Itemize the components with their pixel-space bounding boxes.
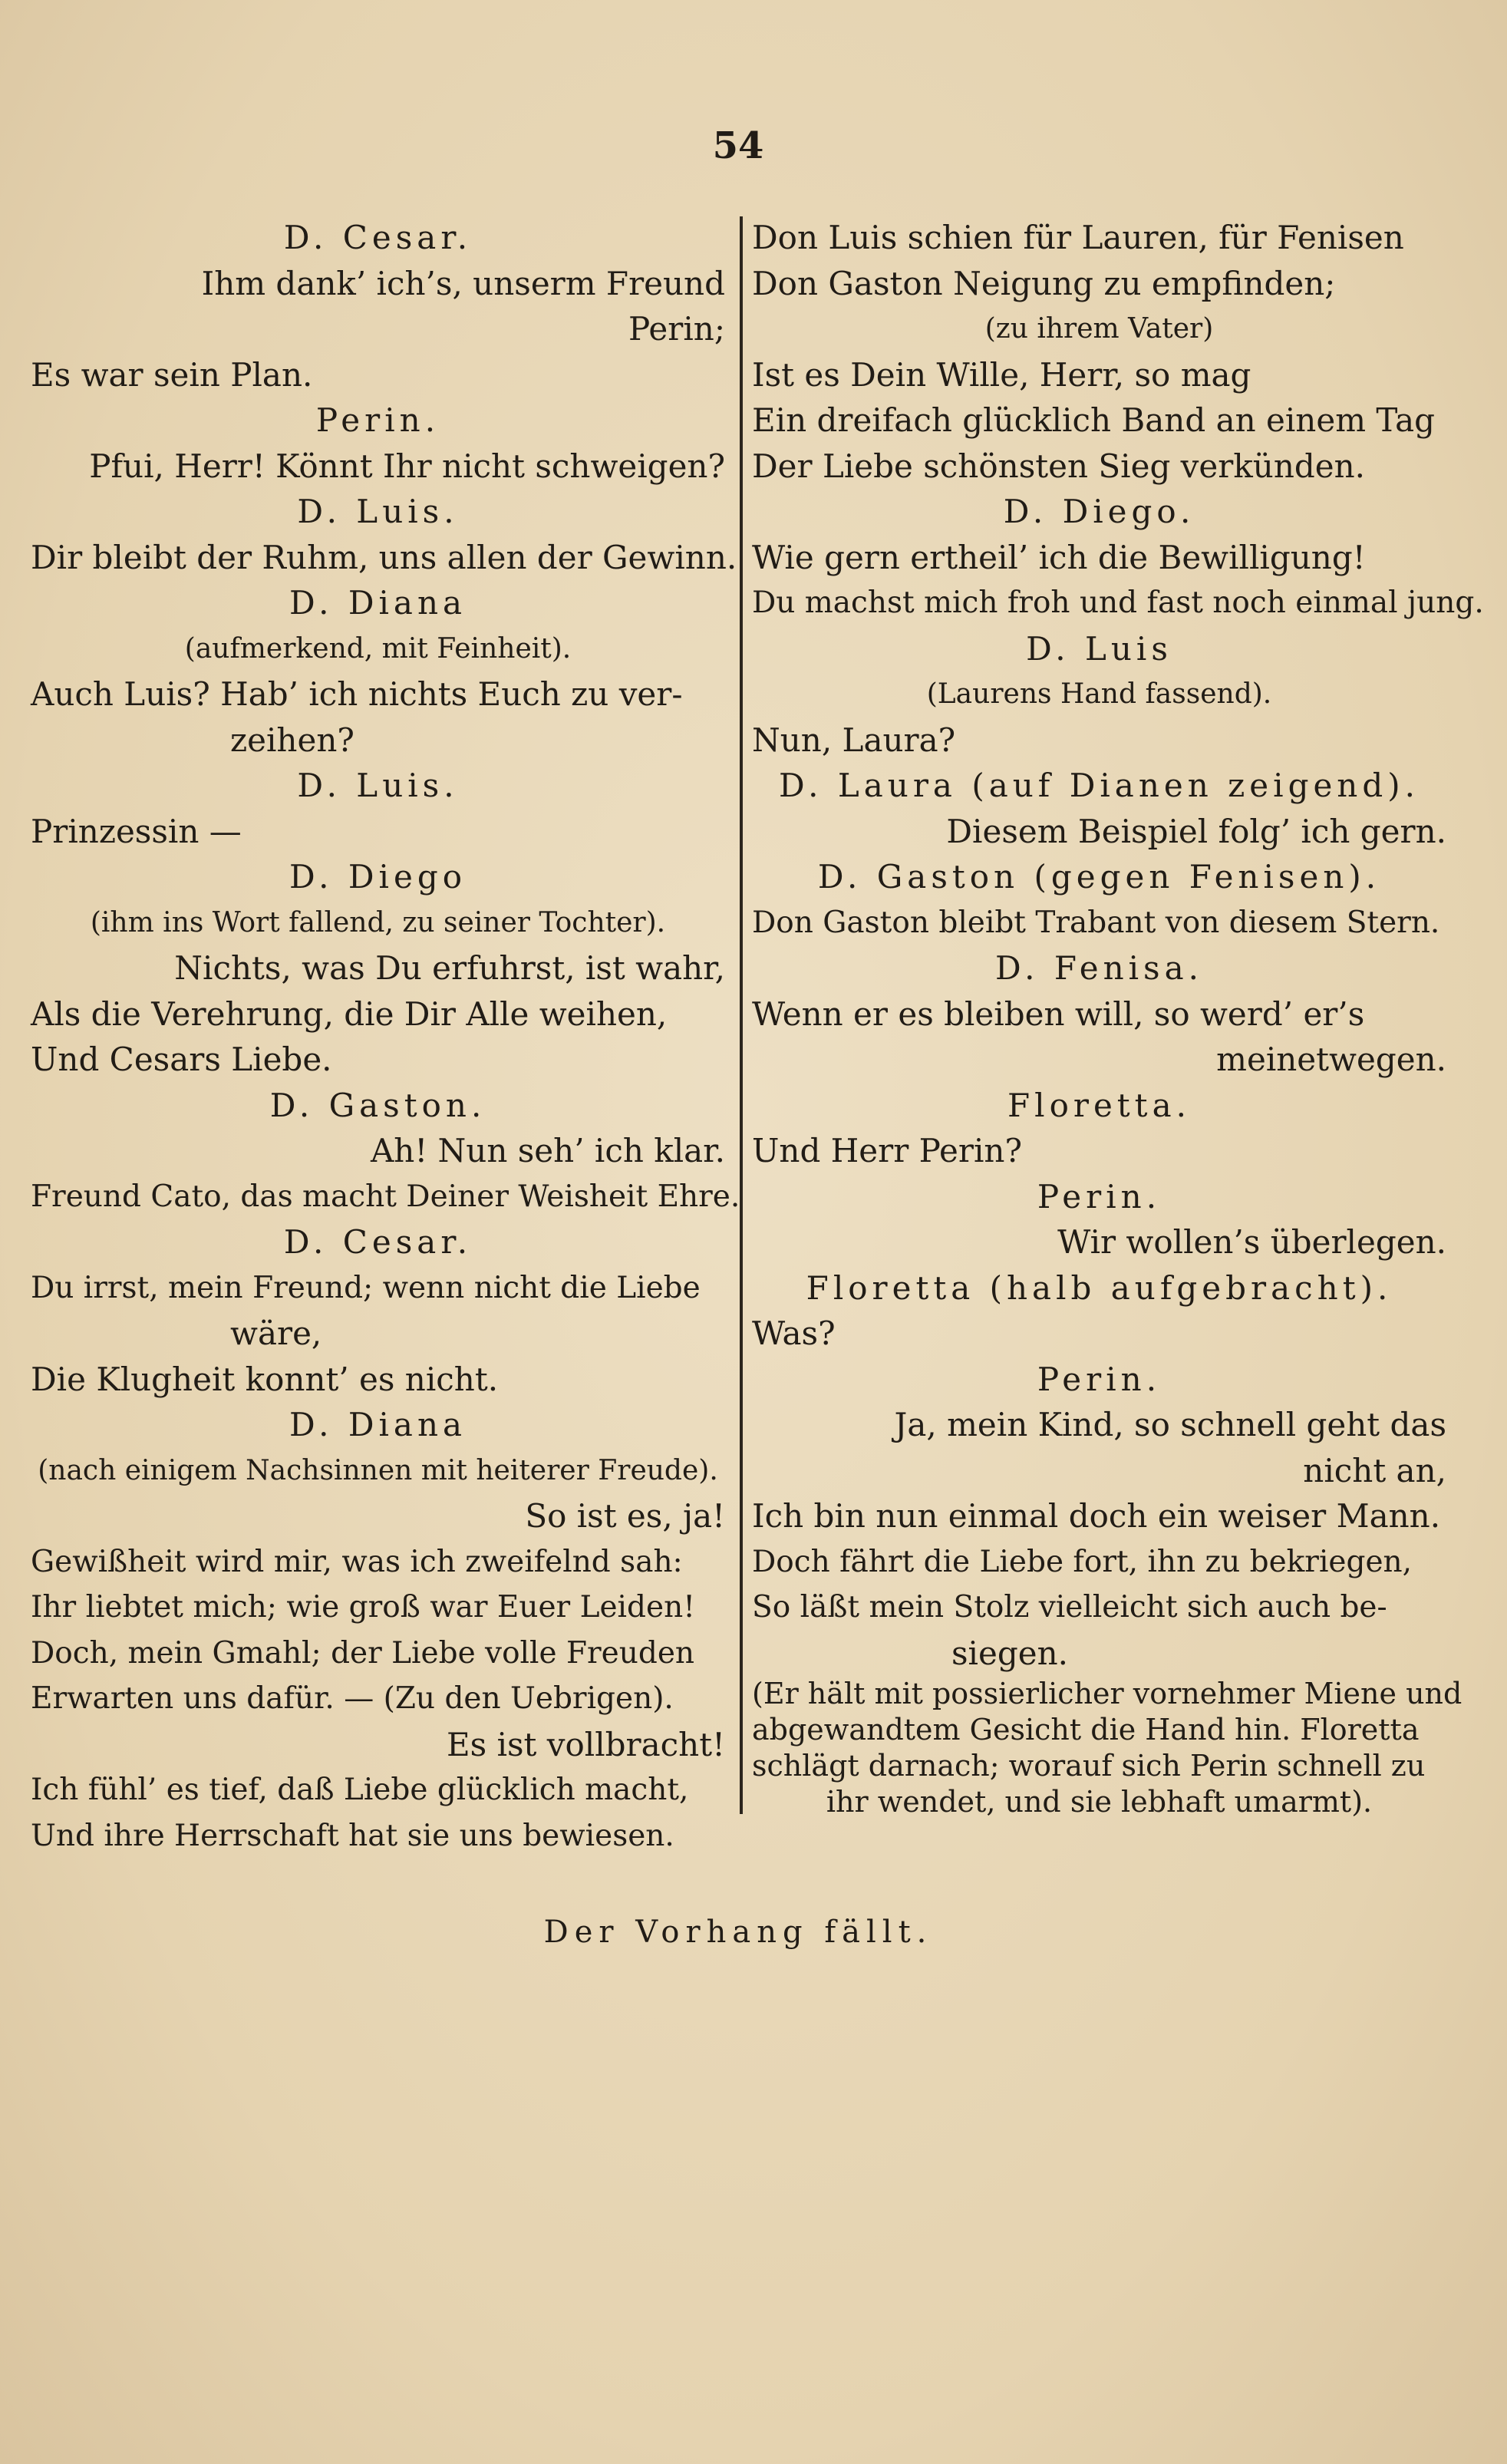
verse-line: Prinzessin — <box>31 812 242 850</box>
speaker-name: D. Luis. <box>297 767 459 804</box>
stage-direction: (Laurens Hand fassend). <box>926 678 1272 710</box>
verse-line: Nun, Laura? <box>752 721 956 759</box>
speaker-name: Perin. <box>1037 1177 1162 1216</box>
verse-line: Wenn er es bleiben will, so werd’ er’s <box>752 995 1365 1033</box>
column-divider <box>740 216 743 1814</box>
verse-line: Ihm dank’ ich’s, unserm Freund <box>201 264 725 302</box>
verse-line: Und Herr Perin? <box>752 1132 1022 1169</box>
verse-line: Und Cesars Liebe. <box>31 1041 332 1078</box>
verse-line: Ich fühl’ es tief, daß Liebe glücklich macht, <box>31 1773 689 1807</box>
verse-line: Don Gaston bleibt Trabant von diesem Stern. <box>752 905 1440 940</box>
stage-direction: (nach einigem Nachsinnen mit heiterer Freude). <box>38 1454 718 1486</box>
stage-direction: (Er hält mit possierlicher vornehmer Miene und <box>752 1677 1462 1710</box>
speaker-name: D. Cesar. <box>283 1223 473 1261</box>
right-column <box>752 215 1484 1820</box>
speaker-name: D. Diego. <box>1003 493 1195 530</box>
page-number: 54 <box>712 124 764 167</box>
stage-direction: abgewandtem Gesicht die Hand hin. Floretta <box>752 1713 1420 1747</box>
verse-line: Erwarten uns dafür. — (Zu den Uebrigen). <box>31 1681 674 1716</box>
verse-line: Auch Luis? Hab’ ich nichts Euch zu ver- <box>31 675 683 713</box>
verse-line: Ja, mein Kind, so schnell geht das <box>894 1406 1446 1443</box>
verse-line: Ah! Nun seh’ ich klar. <box>370 1132 725 1169</box>
verse-line: Doch, mein Gmahl; der Liebe volle Freuden <box>31 1635 695 1671</box>
speaker-name: D. Diana <box>289 1406 467 1443</box>
verse-line: Was? <box>752 1314 836 1352</box>
verse-line: Perin; <box>628 310 725 348</box>
speaker-name: D. Diego <box>289 858 467 896</box>
verse-line: Pfui, Herr! Könnt Ihr nicht schweigen? <box>89 447 725 485</box>
verse-line: Gewißheit wird mir, was ich zweifelnd sah: <box>31 1544 683 1579</box>
verse-line: siegen. <box>951 1634 1068 1672</box>
verse-line: Wir wollen’s überlegen. <box>1057 1223 1446 1261</box>
verse-line: nicht an, <box>1303 1451 1446 1489</box>
verse-line: Doch fährt die Liebe fort, ihn zu bekriegen, <box>752 1544 1413 1579</box>
speaker-name: D. Fenisa. <box>994 949 1203 987</box>
verse-line: Don Gaston Neigung zu empfinden; <box>752 264 1336 302</box>
verse-line: Don Luis schien für Lauren, für Fenisen <box>752 219 1404 256</box>
speaker-name: D. Luis <box>1026 629 1172 668</box>
verse-line: Der Liebe schönsten Sieg verkünden. <box>752 447 1366 485</box>
speaker-name: D. Gaston. <box>269 1086 486 1124</box>
verse-line: Ich bin nun einmal doch ein weiser Mann. <box>752 1497 1441 1535</box>
stage-direction: (zu ihrem Vater) <box>984 313 1214 345</box>
verse-line: Als die Verehrung, die Dir Alle weihen, <box>31 995 668 1033</box>
verse-line: Ist es Dein Wille, Herr, so mag <box>752 355 1251 394</box>
speaker-name: Perin. <box>315 401 440 439</box>
verse-line: Ein dreifach glücklich Band an einem Tag <box>752 401 1436 439</box>
verse-line: So läßt mein Stolz vielleicht sich auch be- <box>752 1590 1387 1625</box>
verse-line: Wie gern ertheil’ ich die Bewilligung! <box>752 538 1366 576</box>
verse-line: So ist es, ja! <box>525 1497 725 1535</box>
verse-line: Du irrst, mein Freund; wenn nicht die Liebe <box>31 1270 701 1305</box>
speaker-name: D. Diana <box>289 584 467 622</box>
verse-line: meinetwegen. <box>1216 1041 1446 1078</box>
stage-direction: (aufmerkend, mit Feinheit). <box>184 632 572 665</box>
verse-line: Und ihre Herrschaft hat sie uns bewiesen. <box>31 1818 674 1853</box>
stage-direction: ihr wendet, und sie lebhaft umarmt). <box>826 1785 1373 1819</box>
verse-line: Es war sein Plan. <box>31 355 313 394</box>
verse-line: Die Klugheit konnt’ es nicht. <box>31 1360 499 1398</box>
verse-line: Diesem Beispiel folg’ ich gern. <box>946 812 1446 850</box>
speaker-name: D. Luis. <box>297 493 459 530</box>
verse-line: Ihr liebtet mich; wie groß war Euer Leiden! <box>31 1590 695 1625</box>
verse-line: Freund Cato, das macht Deiner Weisheit Ehre. <box>31 1179 740 1214</box>
verse-line: wäre, <box>230 1314 322 1352</box>
stage-direction: (ihm ins Wort fallend, zu seiner Tochter). <box>90 906 666 938</box>
speaker-name: D. Laura (auf Dianen zeigend). <box>779 767 1420 804</box>
speaker-name: D. Cesar. <box>283 219 473 256</box>
verse-line: zeihen? <box>230 721 354 759</box>
speaker-name: Floretta (halb aufgebracht). <box>806 1268 1393 1307</box>
curtain-line: Der Vorhang fällt. <box>543 1915 933 1950</box>
verse-line: Du machst mich froh und fast noch einmal jung. <box>752 585 1484 620</box>
speaker-name: Perin. <box>1037 1360 1162 1398</box>
verse-line: Nichts, was Du erfuhrst, ist wahr, <box>174 949 725 987</box>
speaker-name: D. Gaston (gegen Fenisen). <box>817 858 1381 896</box>
speaker-name: Floretta. <box>1007 1086 1191 1124</box>
verse-line: Dir bleibt der Ruhm, uns allen der Gewinn. <box>31 538 737 576</box>
stage-direction: schlägt darnach; worauf sich Perin schnell zu <box>752 1749 1426 1783</box>
left-column <box>31 215 740 1859</box>
verse-line: Es ist vollbracht! <box>447 1725 725 1763</box>
